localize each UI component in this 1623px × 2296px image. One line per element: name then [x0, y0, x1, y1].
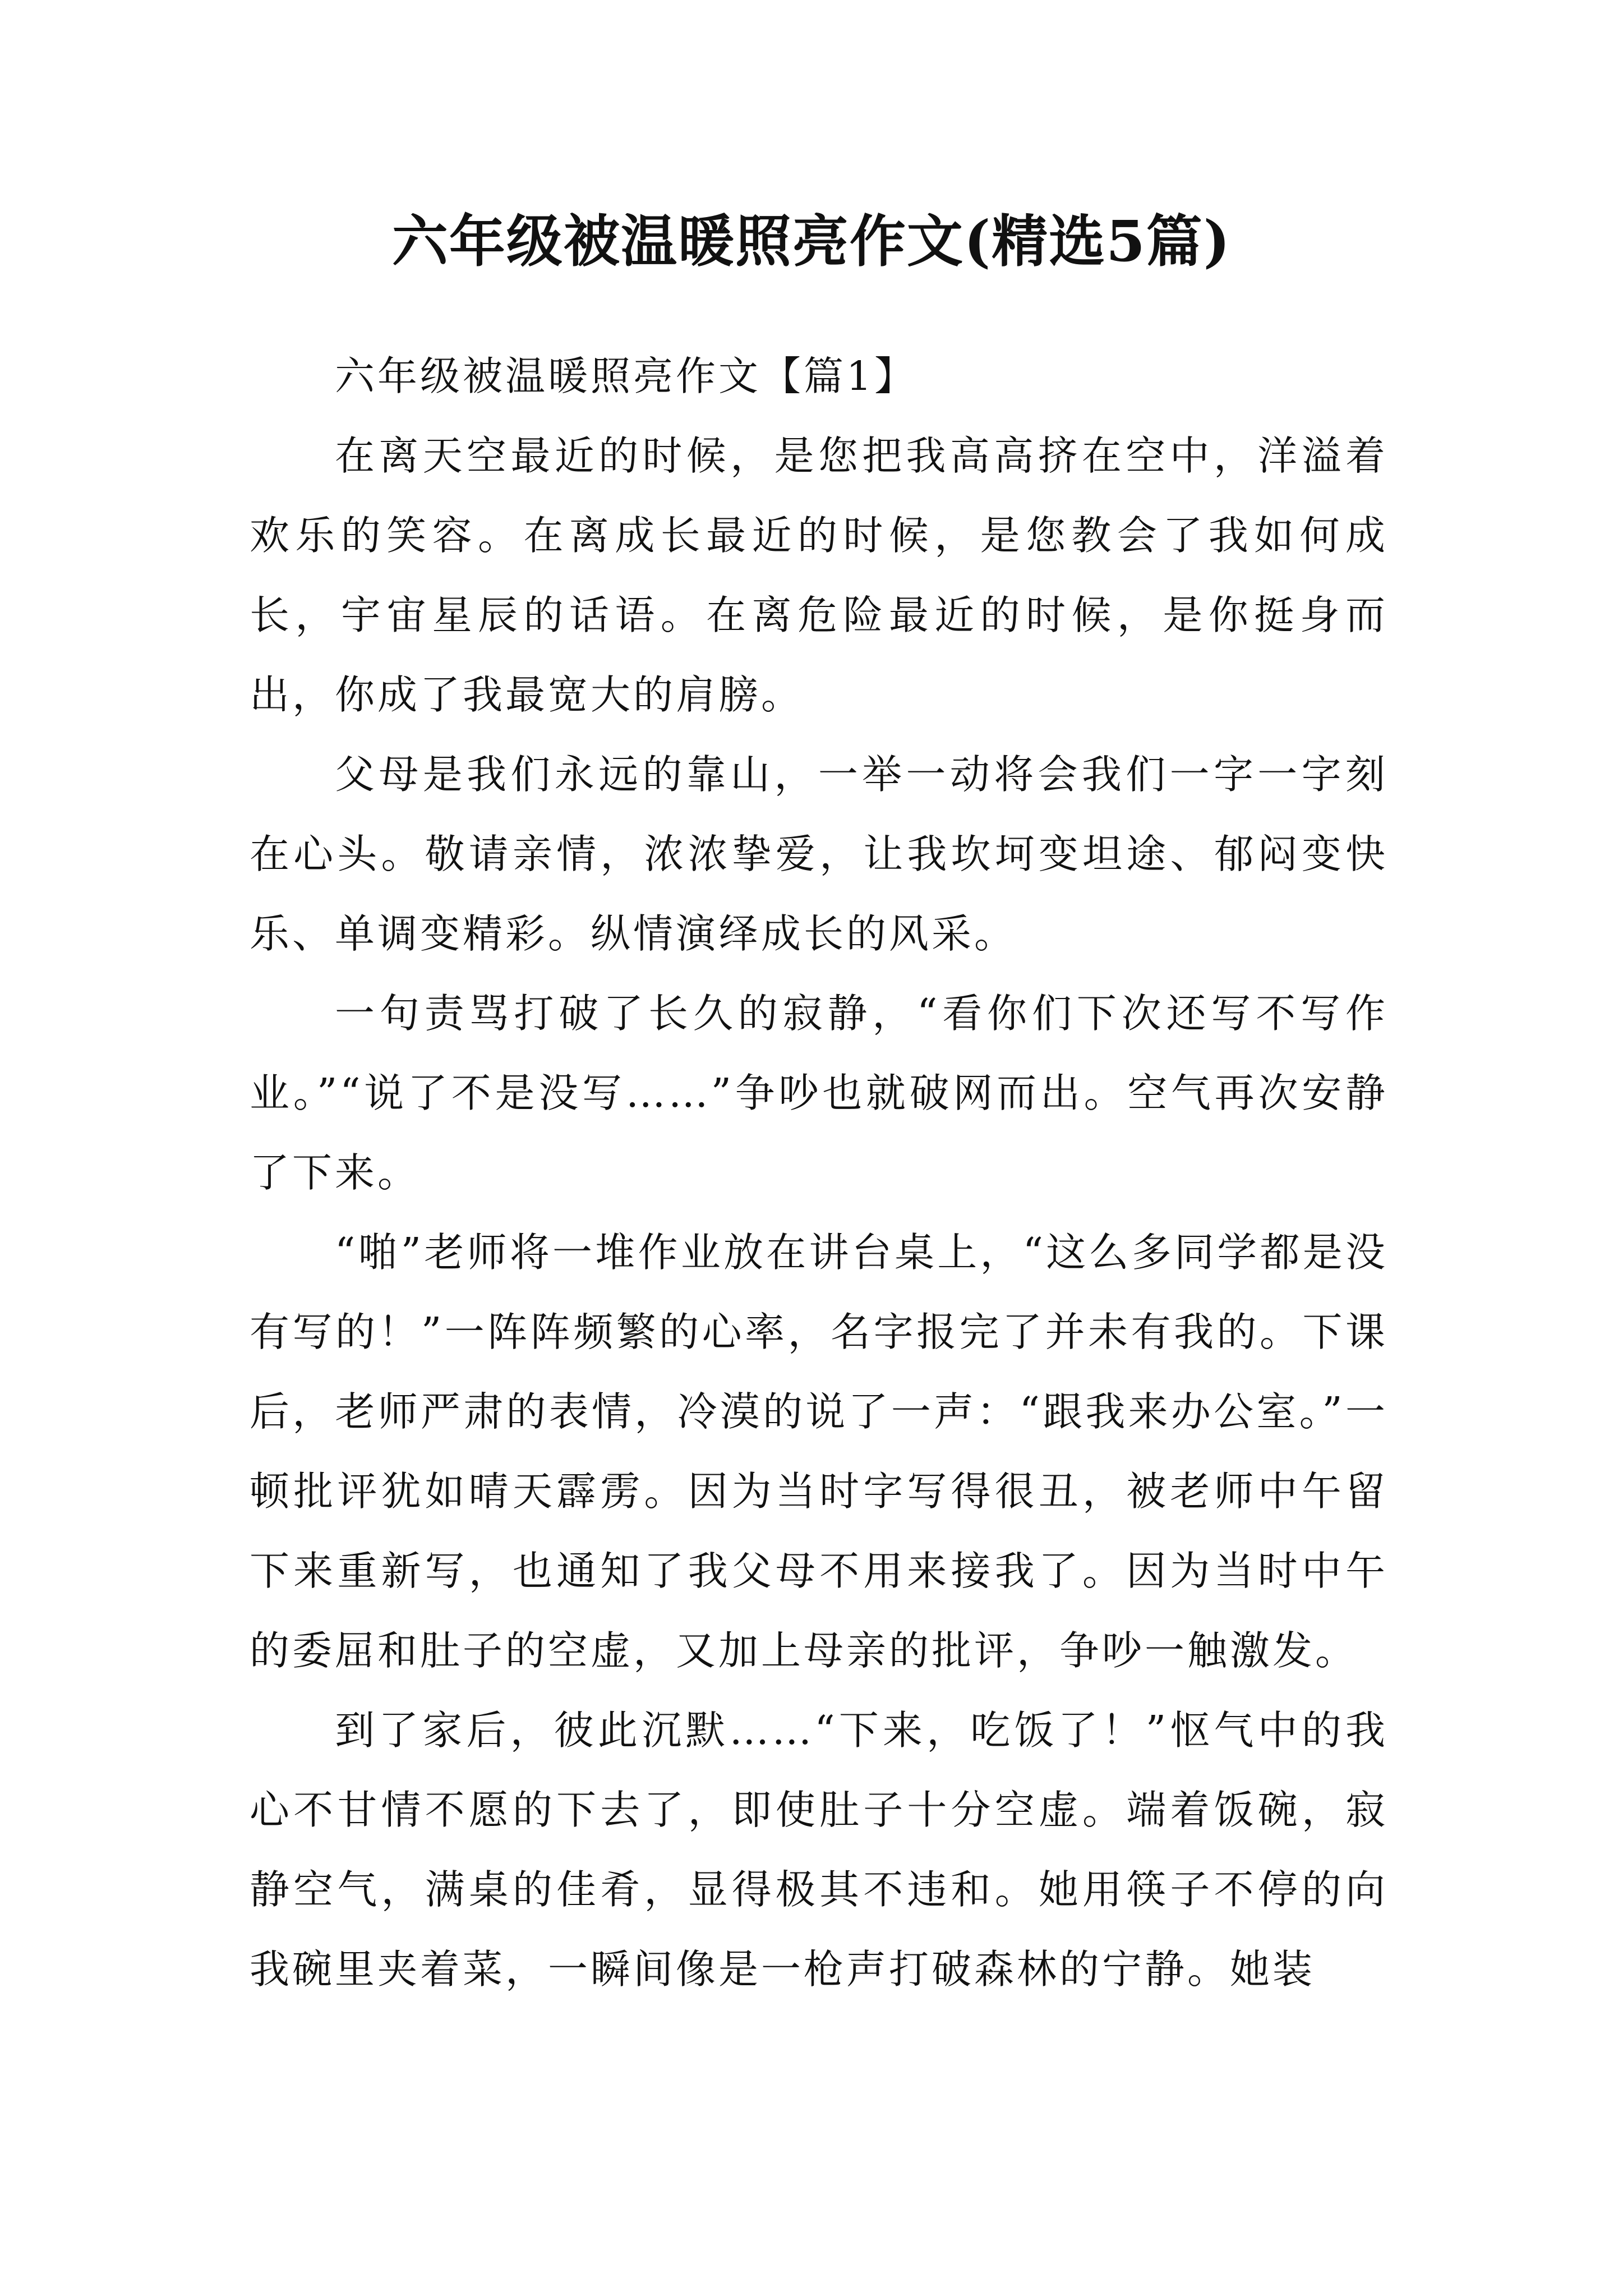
paragraph: 到了家后，彼此沉默……“下来，吃饭了！”怄气中的我心不甘情不愿的下去了，即使肚子十分空虚。端着饭碗，寂静空气，满桌的佳肴，显得极其不违和。她用筷子不停的向我碗里夹着菜，一瞬间像是一枪声打破森林的宁静。她装	[250, 1707, 1388, 1993]
paragraph: “啪”老师将一堆作业放在讲台桌上，“这么多同学都是没有写的！”一阵阵频繁的心率，名字报完了并未有我的。下课后，老师严肃的表情，冷漠的说了一声：“跟我来办公室。”一顿批评犹如晴天霹雳。因为当时字写得很丑，被老师中午留下来重新写，也通知了我父母不用来接我了。因为当时中午的委屈和肚子的空虚，又加上母亲的批评，争吵一触激发。	[250, 1229, 1388, 1674]
paragraph: 一句责骂打破了长久的寂静，“看你们下次还写不写作业。”“说了不是没写……”争吵也就破网而出。空气再次安静了下来。	[250, 990, 1388, 1196]
paragraph: 父母是我们永远的靠山，一举一动将会我们一字一字刻在心头。敬请亲情，浓浓挚爱，让我坎坷变坦途、郁闷变快乐、单调变精彩。纵情演绎成长的风采。	[250, 751, 1388, 957]
section-heading: 六年级被温暖照亮作文【篇1】	[335, 353, 917, 399]
document-body	[250, 337, 1388, 2009]
paragraph: 在离天空最近的时候，是您把我高高挤在空中，洋溢着欢乐的笑容。在离成长最近的时候，是您教会了我如何成长，宇宙星辰的话语。在离危险最近的时候，是你挺身而出，你成了我最宽大的肩膀。	[250, 432, 1388, 718]
document-title: 六年级被温暖照亮作文(精选5篇)	[391, 208, 1232, 274]
